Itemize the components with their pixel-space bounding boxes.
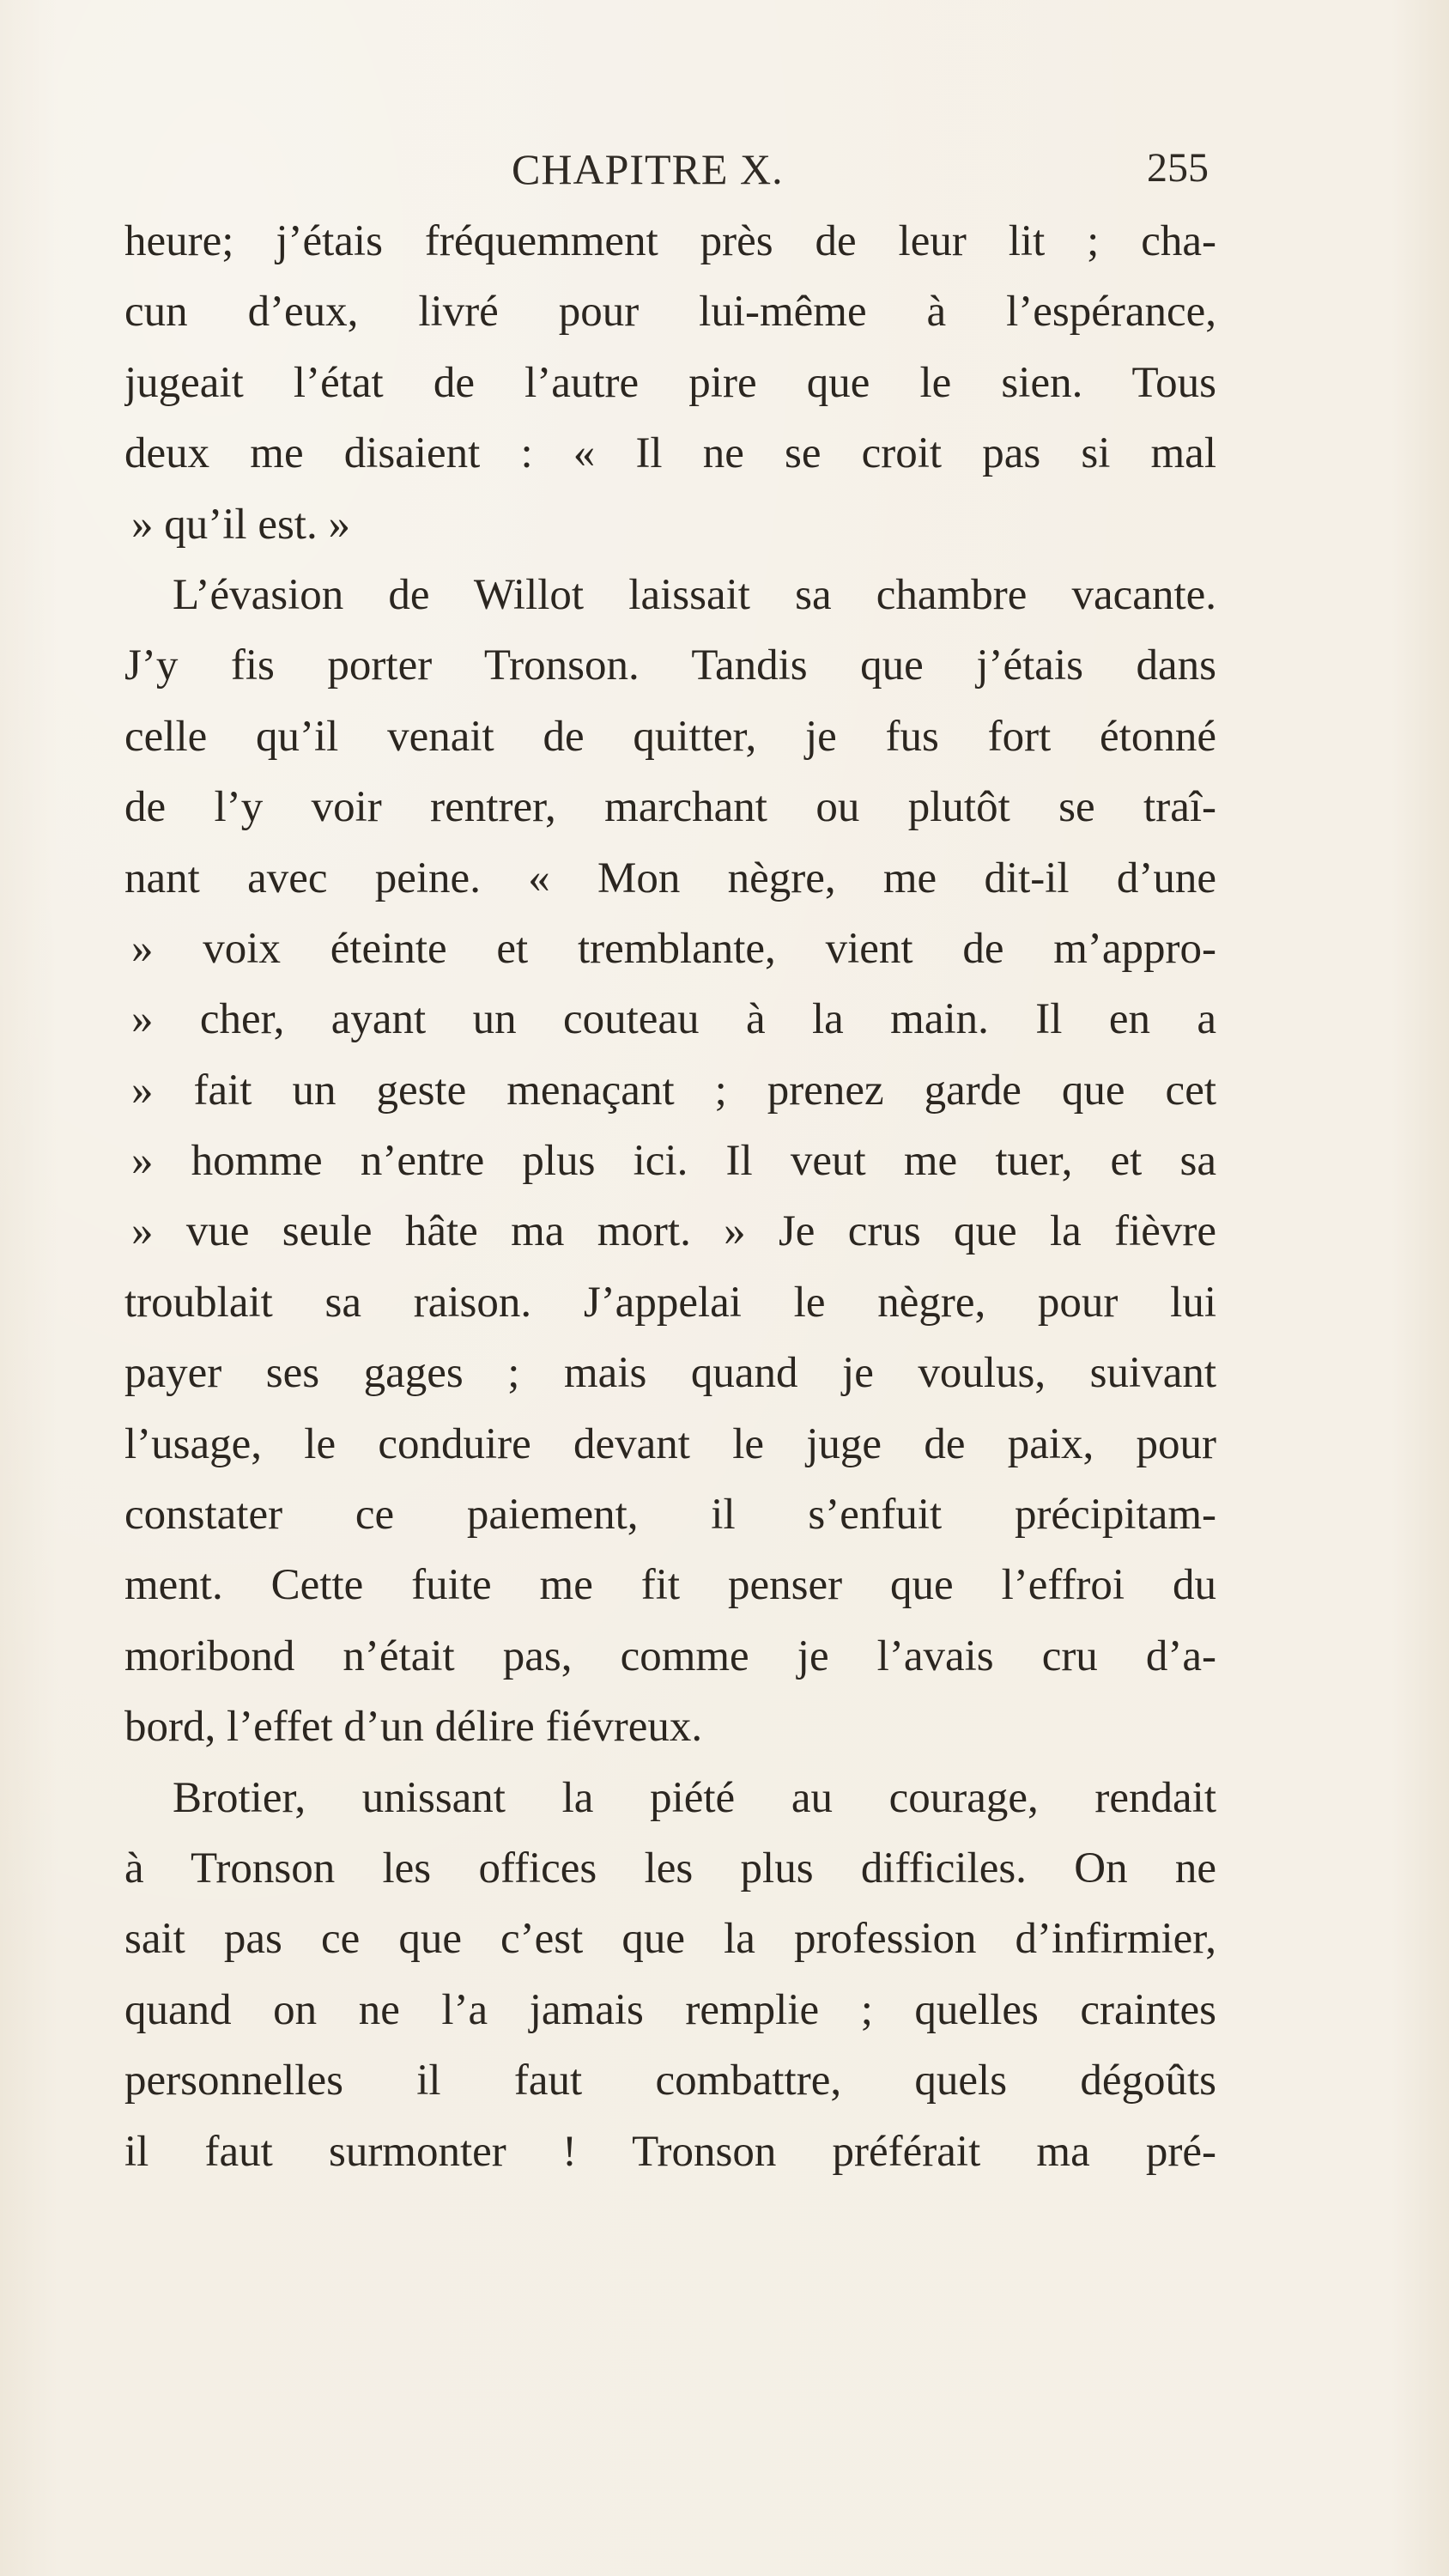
text-line: nant avec peine. « Mon nègre, me dit-il d’une — [124, 854, 1216, 902]
text-line: à Tronson les offices les plus difficiles. On ne — [124, 1844, 1216, 1893]
text-line: » qu’il est. » — [131, 500, 350, 549]
text-line: deux me disaient : « Il ne se croit pas si mal — [124, 429, 1216, 478]
text-line: » vue seule hâte ma mort. » Je crus que la fièvre — [131, 1207, 1216, 1256]
page-number: 255 — [1147, 145, 1209, 191]
text-line: quand on ne l’a jamais remplie ; quelles craintes — [124, 1985, 1216, 2034]
text-line: il faut surmonter ! Tronson préférait ma pré- — [124, 2127, 1216, 2176]
text-line: troublait sa raison. J’appelai le nègre, pour lui — [124, 1278, 1216, 1327]
text-line: ment. Cette fuite me fit penser que l’effroi du — [124, 1561, 1216, 1610]
text-line: cun d’eux, livré pour lui-même à l’espérance, — [124, 288, 1216, 337]
page-header — [0, 144, 1449, 204]
text-line: Brotier, unissant la piété au courage, rendait — [173, 1773, 1216, 1822]
text-line: de l’y voir rentrer, marchant ou plutôt se traî- — [124, 783, 1216, 832]
body-text — [124, 206, 1216, 2187]
text-line: payer ses gages ; mais quand je voulus, suivant — [124, 1349, 1216, 1398]
text-line: l’usage, le conduire devant le juge de paix, pour — [124, 1419, 1216, 1468]
text-line: L’évasion de Willot laissait sa chambre vacante. — [173, 570, 1216, 619]
text-line: sait pas ce que c’est que la profession d’infirmier, — [124, 1915, 1216, 1964]
text-line: » voix éteinte et tremblante, vient de m’appro- — [131, 924, 1216, 973]
text-line: celle qu’il venait de quitter, je fus fort étonné — [124, 712, 1216, 761]
text-line: heure; j’étais fréquemment près de leur lit ; cha- — [124, 217, 1216, 265]
text-line: » fait un geste menaçant ; prenez garde que cet — [131, 1066, 1216, 1115]
text-line: J’y fis porter Tronson. Tandis que j’étais dans — [124, 641, 1216, 690]
text-line: personnelles il faut combattre, quels dégoûts — [124, 2057, 1216, 2105]
text-line: moribond n’était pas, comme je l’avais cru d’a- — [124, 1631, 1216, 1680]
text-line: » homme n’entre plus ici. Il veut me tuer, et sa — [131, 1137, 1216, 1186]
text-line: bord, l’effet d’un délire fiévreux. — [124, 1703, 703, 1752]
running-title: CHAPITRE X. — [512, 145, 784, 193]
text-line: constater ce paiement, il s’enfuit précipitam- — [124, 1491, 1216, 1540]
text-line: jugeait l’état de l’autre pire que le sien. Tous — [124, 358, 1216, 407]
text-line: » cher, ayant un couteau à la main. Il en a — [131, 995, 1216, 1044]
